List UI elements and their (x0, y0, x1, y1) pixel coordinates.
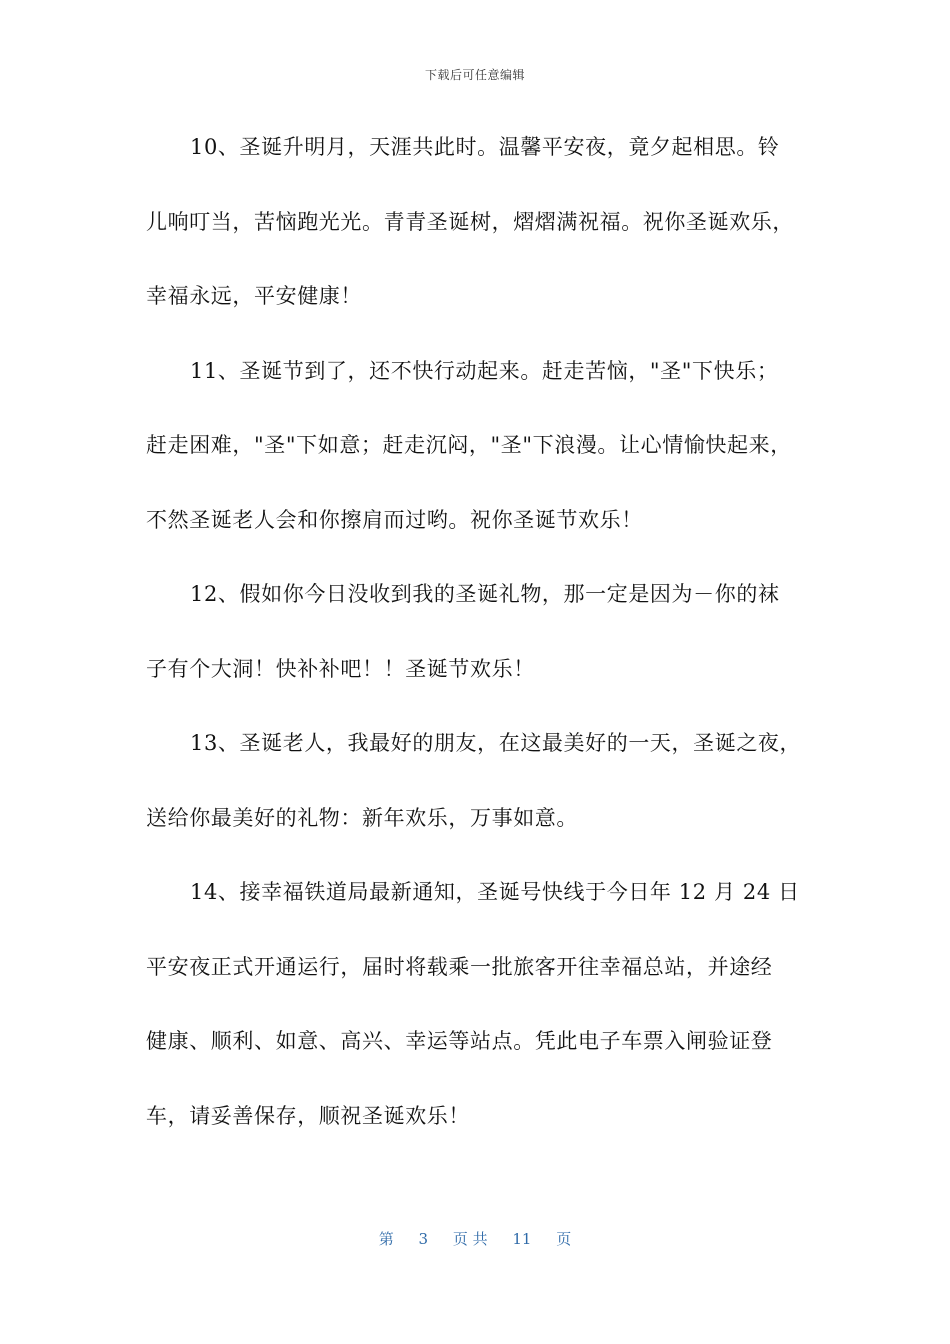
paragraph-14-line-2: 平安夜正式开通运行，届时将载乘一批旅客开往幸福总站，并途经 (146, 954, 773, 979)
total-pages-number: 11 (512, 1230, 532, 1248)
paragraph-13-line-1: 13、圣诞老人，我最好的朋友，在这最美好的一天，圣诞之夜， (190, 731, 802, 755)
paragraph-11-line-3: 不然圣诞老人会和你擦肩而过哟。祝你圣诞节欢乐！ (146, 507, 643, 532)
paragraph-10-line-3: 幸福永远，平安健康！ (146, 284, 362, 308)
footer-middle: 页 共 (452, 1230, 488, 1248)
page-header: 下载后可任意编辑 (424, 68, 525, 82)
paragraph-14-line-4: 车，请妥善保存，顺祝圣诞欢乐！ (146, 1103, 470, 1128)
footer-prefix: 第 (378, 1230, 394, 1248)
paragraph-12-line-2: 子有个大洞！快补补吧！！圣诞节欢乐！ (146, 656, 535, 681)
paragraph-11-line-1: 11、圣诞节到了，还不快行动起来。赶走苦恼，"圣"下快乐； (190, 358, 779, 383)
paragraph-14-line-3: 健康、顺利、如意、高兴、幸运等站点。凭此电子车票入闸验证登 (146, 1029, 773, 1053)
paragraph-10-line-1: 10、圣诞升明月，天涯共此时。温馨平安夜，竟夕起相思。铃 (190, 135, 780, 159)
paragraph-13-line-2: 送给你最美好的礼物：新年欢乐，万事如意。 (146, 805, 578, 830)
footer-suffix: 页 (556, 1230, 572, 1248)
paragraph-12-line-1: 12、假如你今日没收到我的圣诞礼物，那一定是因为－你的袜 (190, 582, 780, 606)
page-footer (0, 1228, 950, 1249)
paragraph-14-line-1: 14、接幸福铁道局最新通知，圣诞号快线于今日年 12 月 24 日 (190, 880, 800, 904)
paragraph-11-line-2: 赶走困难，"圣"下如意；赶走沉闷，"圣"下浪漫。让心情愉快起来， (146, 433, 792, 457)
document-body (146, 128, 811, 1171)
current-page-number: 3 (418, 1230, 429, 1248)
paragraph-10-line-2: 儿响叮当，苦恼跑光光。青青圣诞树，熠熠满祝福。祝你圣诞欢乐， (146, 209, 794, 234)
